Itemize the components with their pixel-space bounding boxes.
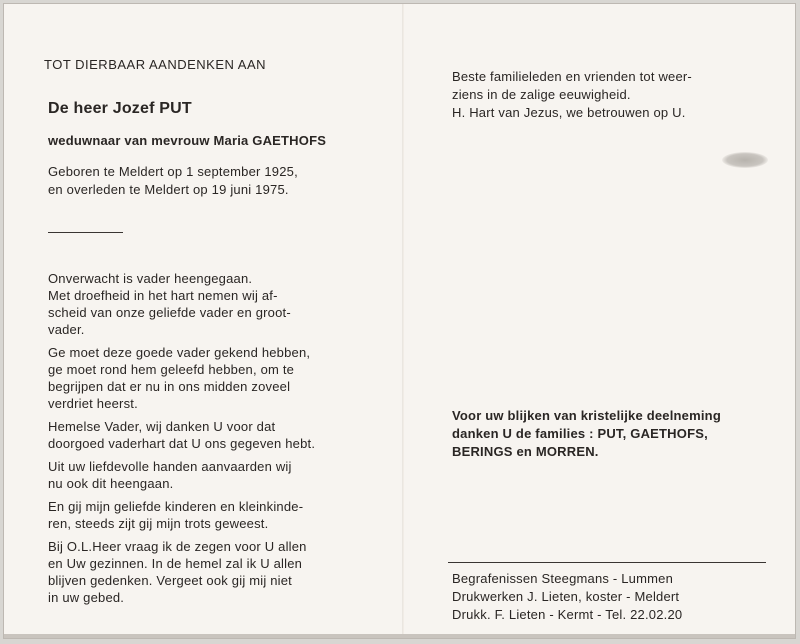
body-line: Uit uw liefdevolle handen aanvaarden wij (48, 459, 292, 474)
printer-line: Begrafenissen Steegmans - Lummen (452, 571, 674, 586)
separator-rule (48, 232, 123, 233)
widower-line: weduwnaar van mevrouw Maria GAETHOFS (48, 133, 327, 148)
printer-line: Drukwerken J. Lieten, koster - Meldert (452, 589, 680, 604)
farewell-line: ziens in de zalige eeuwigheid. (452, 87, 631, 102)
body-line: En gij mijn geliefde kinderen en kleinkinde- (48, 499, 304, 514)
body-line: nu ook dit heengaan. (48, 476, 174, 491)
birth-line: Geboren te Meldert op 1 september 1925, (48, 164, 298, 179)
printer-rule (448, 562, 766, 563)
body-line: blijven gedenken. Vergeet ook gij mij niet (48, 573, 292, 588)
farewell-line: Beste familieleden en vrienden tot weer- (452, 69, 692, 84)
thanks-line: danken U de families : PUT, GAETHOFS, (452, 426, 708, 441)
memorial-heading: TOT DIERBAAR AANDENKEN AAN (44, 57, 267, 72)
thanks-line: Voor uw blijken van kristelijke deelneming (452, 408, 721, 423)
body-line: verdriet heerst. (48, 396, 138, 411)
body-line: ge moet rond hem geleefd hebben, om te (48, 362, 295, 377)
thanks-line: BERINGS en MORREN. (452, 444, 599, 459)
deceased-name: De heer Jozef PUT (48, 100, 192, 117)
death-line: en overleden te Meldert op 19 juni 1975. (48, 182, 289, 197)
body-line: Bij O.L.Heer vraag ik de zegen voor U allen (48, 539, 307, 554)
body-line: ren, steeds zijt gij mijn trots geweest. (48, 516, 269, 531)
body-line: scheid van onze geliefde vader en groot- (48, 305, 291, 320)
printer-line: Drukk. F. Lieten - Kermt - Tel. 22.02.20 (452, 607, 683, 622)
body-line: doorgoed vaderhart dat U ons gegeven hebt. (48, 436, 316, 451)
body-line: in uw gebed. (48, 590, 125, 605)
memorial-card (3, 3, 796, 639)
body-line: vader. (48, 322, 85, 337)
body-line: Hemelse Vader, wij danken U voor dat (48, 419, 276, 434)
body-line: begrijpen dat er nu in ons midden zoveel (48, 379, 291, 394)
body-line: Onverwacht is vader heengegaan. (48, 271, 253, 286)
paper-smudge (722, 152, 768, 168)
card-bottom-edge (4, 634, 795, 638)
body-line: Met droefheid in het hart nemen wij af- (48, 288, 278, 303)
card-fold (402, 4, 404, 638)
body-line: Ge moet deze goede vader gekend hebben, (48, 345, 311, 360)
farewell-line: H. Hart van Jezus, we betrouwen op U. (452, 105, 686, 120)
body-line: en Uw gezinnen. In de hemel zal ik U allen (48, 556, 303, 571)
